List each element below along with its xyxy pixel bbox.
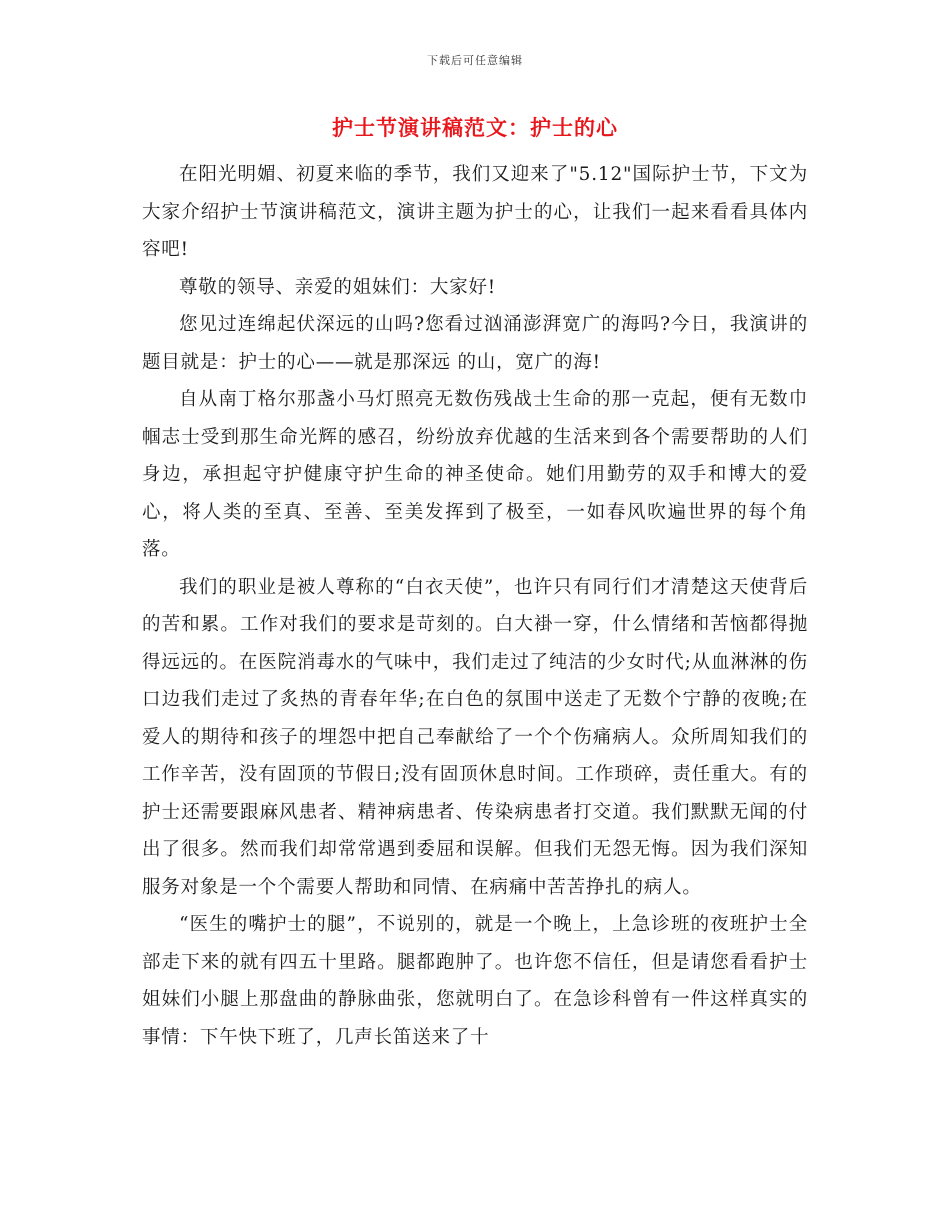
document-body	[142, 156, 808, 1056]
header-note: 下载后可任意编辑	[427, 54, 523, 67]
paragraph-doctor-nurse: “医生的嘴护士的腿”，不说别的，就是一个晚上，上急诊班的夜班护士全部走下来的就有四五十里路。腿都跑肿了。也许您不信任，但是请您看看护士姐妹们小腿上那盘曲的静脉曲张，您就明白了。在急诊科曾有一件这样真实的事情：下午快下班了，几声长笛送来了十	[142, 914, 808, 1048]
paragraph-nightingale: 自从南丁格尔那盏小马灯照亮无数伤残战士生命的那一克起，便有无数巾帼志士受到那生命光辉的感召，纷纷放弃优越的生活来到各个需要帮助的人们身边，承担起守护健康守护生命的神圣使命。她们用勤劳的双手和博大的爱心，将人类的至真、至善、至美发挥到了极至，一如春风吹遍世界的每个角落。	[142, 389, 808, 560]
paragraph-topic: 您见过连绵起伏深远的山吗?您看过汹涌澎湃宽广的海吗?今日，我演讲的题目就是：护士的心——就是那深远 的山，宽广的海!	[142, 314, 808, 373]
paragraph-profession: 我们的职业是被人尊称的“白衣天使”，也许只有同行们才清楚这天使背后的苦和累。工作对我们的要求是苛刻的。白大褂一穿，什么情绪和苦恼都得抛得远远的。在医院消毒水的气味中，我们走过了纯洁的少女时代;从血淋淋的伤口边我们走过了炙热的青春年华;在白色的氛围中送走了无数个宁静的夜晚;在爱人的期待和孩子的埋怨中把自己奉献给了一个个伤痛病人。众所周知我们的工作辛苦，没有固顶的节假日;没有固顶休息时间。工作琐碎，责任重大。有的护士还需要跟麻风患者、精神病患者、传染病患者打交道。我们默默无闻的付出了很多。然而我们却常常遇到委屈和误解。但我们无怨无悔。因为我们深知服务对象是一个个需要人帮助和同情、在病痛中苦苦挣扎的病人。	[142, 576, 808, 898]
paragraph-greeting: 尊敬的领导、亲爱的姐妹们：大家好!	[179, 276, 497, 298]
paragraph-intro: 在阳光明媚、初夏来临的季节，我们又迎来了"5.12"国际护士节，下文为大家介绍护士节演讲稿范文，演讲主题为护士的心，让我们一起来看看具体内容吧!	[142, 164, 808, 260]
document-title: 护士节演讲稿范文：护士的心	[332, 115, 618, 140]
